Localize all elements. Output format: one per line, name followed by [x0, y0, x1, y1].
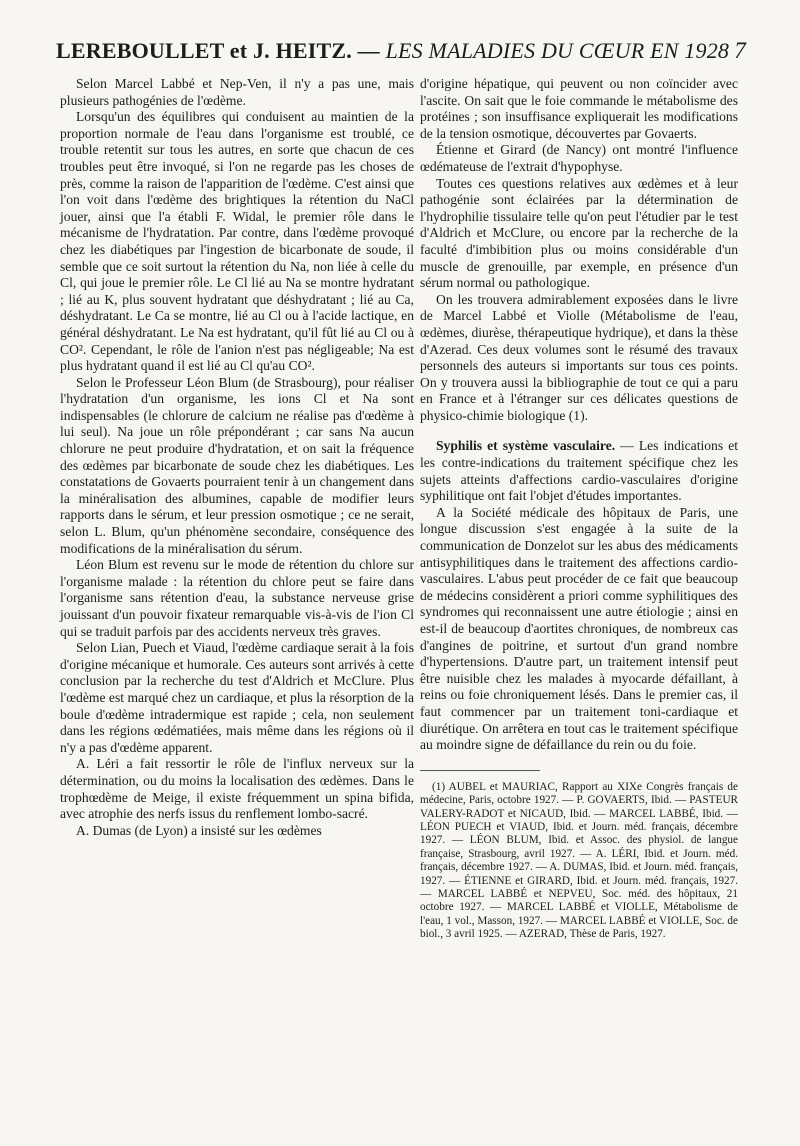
header-dash: — [351, 38, 386, 63]
left-paragraph-1: Selon Marcel Labbé et Nep-Ven, il n'y a pas une, mais plusieurs pathogénies de l'œdème. [60, 76, 414, 108]
section-spacer [420, 424, 738, 438]
right-paragraph-4: On les trouvera admirablement exposées dans le livre de Marcel Labbé et Violle (Métabolisme de l'eau, œdèmes, diurèse, thérapeutique hydrique), et dans la thèse d'Azerad. Ces deux volumes sont le résumé des travaux personnels des auteurs si importants sur tous ces points. On y trouvera aussi la bibliographie de tout ce qui a paru en France et à l'étranger sur ces délicates questions de physico-chimie biologique (1). [420, 291, 738, 423]
right-paragraph-1: d'origine hépatique, qui peuvent ou non coïncider avec l'ascite. On sait que le foie commande le métabolisme des protéines ; son insuffisance expliquerait les modifications de la tension osmotique, découvertes par Govaerts. [420, 76, 738, 141]
left-paragraph-4: Léon Blum est revenu sur le mode de rétention du chlore sur l'organisme malade : la rétention du chlore peut se faire dans l'organisme sans rétention d'eau, la substance nerveuse grise jouissant d'un pouvoir fixateur remarquable vis-à-vis de l'ion Cl qui se traduit parfois par des accidents nerveux très graves. [60, 557, 414, 639]
page-number: 7 [734, 38, 746, 63]
footnote-rule [420, 770, 540, 771]
right-paragraph-5: A la Société médicale des hôpitaux de Paris, une longue discussion s'est engagée à la suite de la communication de Donzelot sur les abus des médicaments antisyphilitiques dans le traitement des affections cardio-vasculaires. L'abus peut procéder de ce fait que beaucoup de médecins considèrent a priori comme syphilitiques des syndromes qui reconnaissent une autre étiologie ; ainsi en est-il de beaucoup d'aortites chroniques, de nombreux cas d'angines de poitrine, et surtout d'un grand nombre d'hypertensions. D'autre part, un traitement intensif peut être nuisible chez les malades à myocarde défaillant, à reins ou foie chroniquement lésés. Dans le premier cas, il faut commencer par un traitement toni-cardiaque et diurétique. On arrêtera en tout cas le traitement spécifique au moindre signe de défaillance du rein ou du foie. [420, 504, 738, 753]
header-authors: LEREBOULLET et J. HEITZ. [56, 38, 352, 63]
section-paragraph [420, 438, 738, 504]
right-paragraph-3: Toutes ces questions relatives aux œdèmes et à leur pathogénie sont éclairées par la détermination de l'hydrophilie tissulaire telle qu'on peut l'étudier par le test d'Aldrich et McClure, ou encore par la recherche de la faculté d'imbibition plus ou moins considérable d'un muscle de grenouille, par exemple, en présence d'un sérum normal ou pathologique. [420, 175, 738, 291]
left-column [60, 76, 414, 839]
section-intro: — Les indications et les contre-indications du traitement spécifique chez les sujets atteints d'affections cardio-vasculaires d'origine syphilitique ont fait l'objet d'études importantes. [420, 438, 738, 504]
left-paragraph-3: Selon le Professeur Léon Blum (de Strasbourg), pour réaliser l'hydratation d'un organisme, les ions Cl et Na sont indispensables (le chlorure de calcium ne réalise pas d'œdème à lui seul). Na joue un rôle prépondérant ; car sans Na aucun chlorure ne peut produire d'hydratation, et on sait la fréquence des œdèmes par bicarbonate de soude chez les diabétiques. Les constatations de Govaerts pourraient tenir à un changement dans la minéralisation des albumines, capable de modifier leurs rapports dans le sérum, et leur pression osmotique ; ce ne serait, selon L. Blum, qu'un phénomène secondaire, conséquence des modifications de la minéralisation du sérum. [60, 374, 414, 556]
header-running-title: LES MALADIES DU CŒUR EN 1928 [385, 38, 730, 63]
footnote-1: (1) AUBEL et MAURIAC, Rapport au XIXe Congrès français de médecine, Paris, octobre 1927. — P. GOVAERTS, Ibid. — PASTEUR VALERY-RADOT et NICAUD, Ibid. — MARCEL LABBÉ, Ibid. — LÉON PUECH et VIAUD, Ibid. et Journ. méd. français, décembre 1927. — LÉON BLUM, Ibid. et Assoc. des physiol. de langue française, Strasbourg, avril 1927. — A. LÉRI, Ibid. et Journ. méd. français, décembre 1927. — A. DUMAS, Ibid. et Journ. méd. français, 1927. — ÉTIENNE et GIRARD, Ibid. et Journ. méd. français, 1927. — MARCEL LABBÉ et NEPVEU, Soc. méd. des hôpitaux, 21 octobre 1927. — MARCEL LABBÉ et VIOLLE, Métabolisme de l'eau, 1 vol., Masson, 1927. — MARCEL LABBÉ et VIOLLE, Soc. de biol., 3 avril 1925. — AZERAD, Thèse de Paris, 1927. [420, 780, 738, 941]
left-paragraph-7: A. Dumas (de Lyon) a insisté sur les œdèmes [76, 822, 322, 838]
right-column [420, 76, 738, 942]
left-paragraph-2: Lorsqu'un des équilibres qui conduisent au maintien de la proportion normale de l'eau dans l'organisme est troublé, ce trouble retentit sur tous les autres, en sorte que chacun de ces troubles peut être invoqué, si l'on ne regarde pas les choses de près, comme la raison de l'apparition de l'œdème. C'est ainsi que l'on voit dans l'œdème des brightiques la rétention du NaCl jouer, ainsi que l'a établi F. Widal, le premier rôle dans le mécanisme de l'hydratation. Par contre, dans l'œdème provoqué chez les diabétiques par l'ingestion de bicarbonate de soude, il semble que ce soit surtout la rétention du Na, non liée à celle du Cl, qui joue le premier rôle. Le Cl lié au Na se montre hydratant ; lié au K, plus souvent hydratant que déshydratant ; lié au Ca, déshydratant. Le Ca se montre, lié au Cl ou à l'acide lactique, en général déshydratant. Le Na est hydratant, qu'il fût lié au Cl ou à CO². Cependant, le rôle de l'anion n'est pas négligeable; Na est plus hydratant quand il est lié au Cl qu'au CO². [60, 109, 414, 374]
left-paragraph-5: Selon Lian, Puech et Viaud, l'œdème cardiaque serait à la fois d'origine mécanique et humorale. Ces auteurs sont arrivés à cette conclusion par la recherche du test d'Aldrich et McClure. Plus l'œdème est marqué chez un cardiaque, et plus la résorption de la boule d'œdème intradermique est rapide ; cela, non seulement dans les régions œdématiées, mais même dans les régions où il n'y a pas d'œdème apparent. [60, 640, 414, 755]
footnotes [420, 781, 738, 942]
left-paragraph-6: A. Léri a fait ressortir le rôle de l'influx nerveux sur la détermination, ou du moins la localisation des œdèmes. Dans le trophœdème de Meige, il existe fréquemment un spina bifida, avec atrophie des nerfs issus du renflement lombo-sacré. [60, 756, 414, 822]
running-header [56, 38, 746, 78]
section-title: Syphilis et système vasculaire. [436, 438, 616, 454]
right-paragraph-2: Étienne et Girard (de Nancy) ont montré l'influence œdémateuse de l'extrait d'hypophyse. [420, 142, 738, 174]
